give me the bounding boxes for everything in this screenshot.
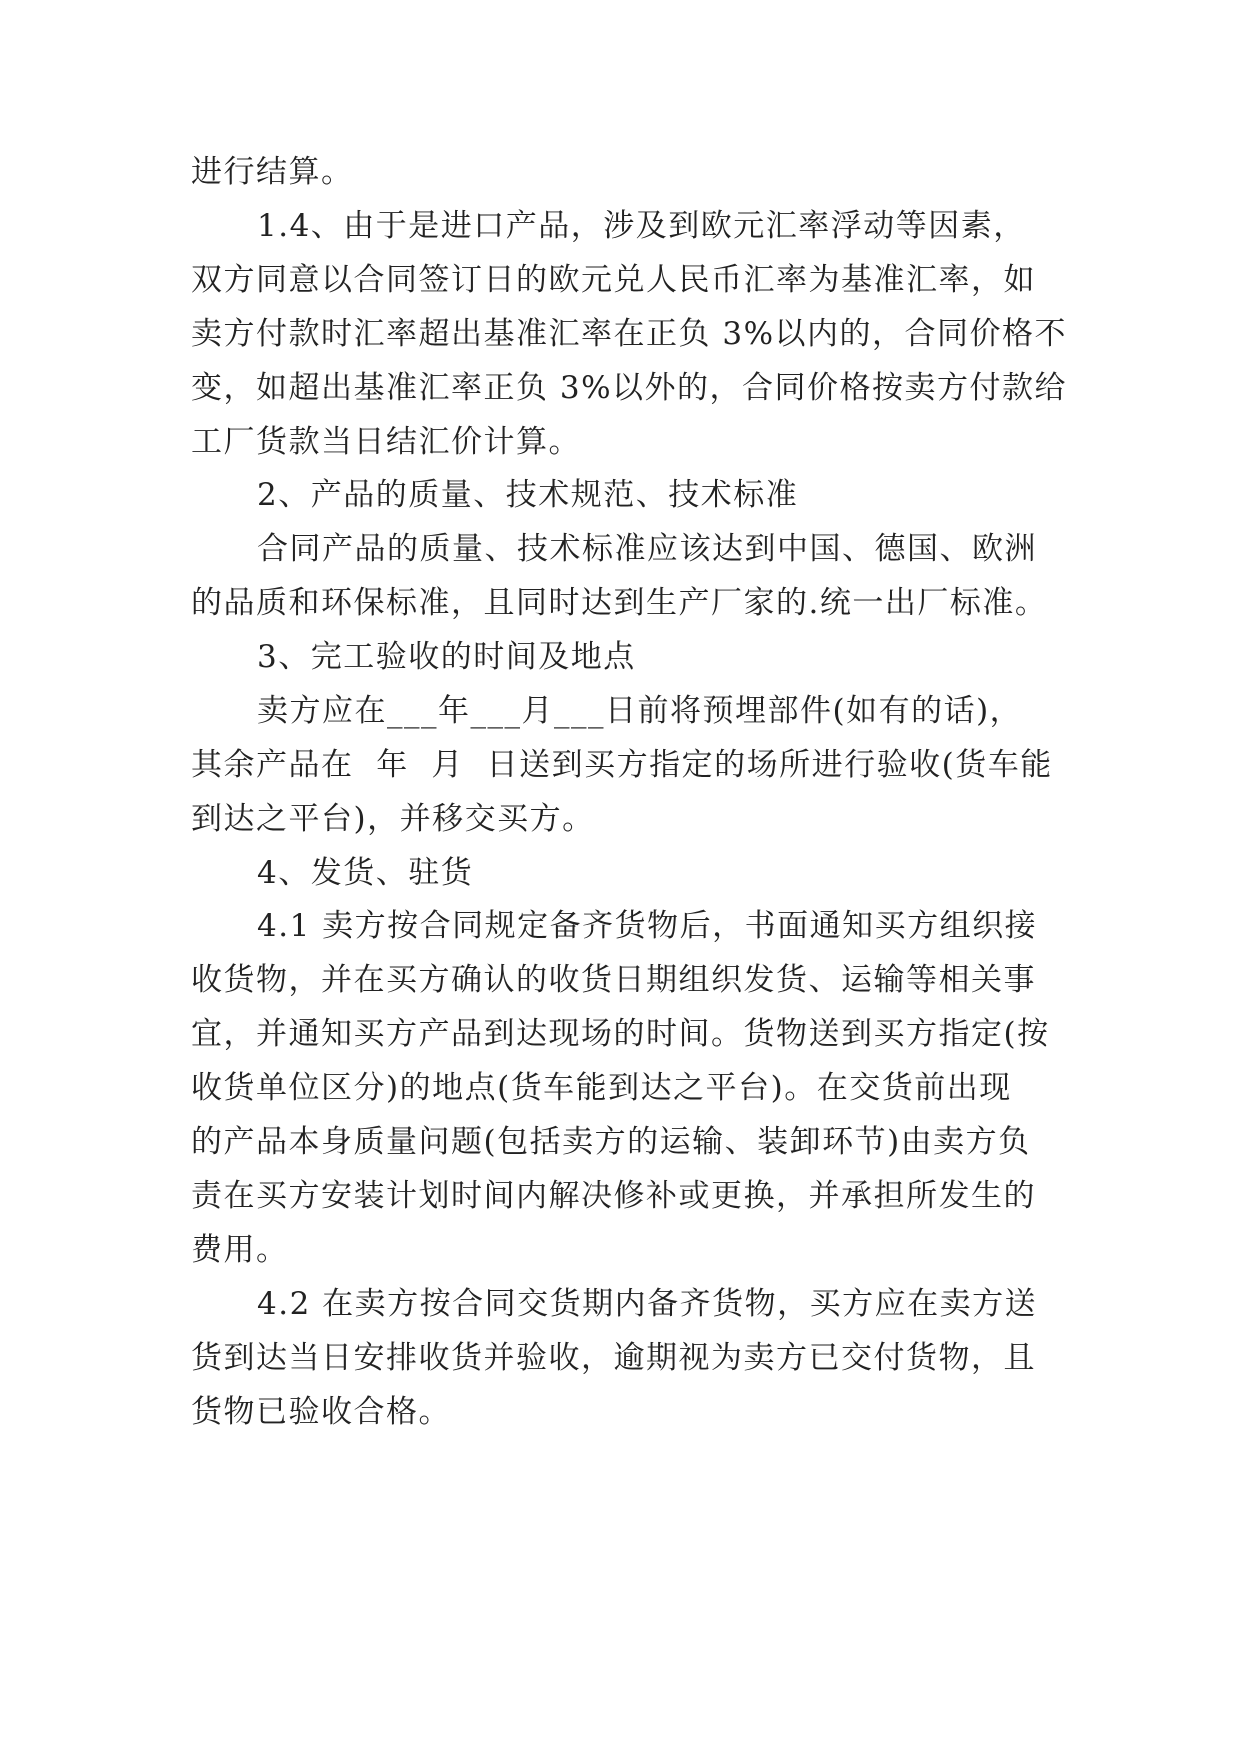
section-heading: 2、产品的质量、技术规范、技术标准 — [257, 477, 799, 513]
text-line: 4.2 在卖方按合同交货期内备齐货物，买方应在卖方送 — [257, 1286, 1038, 1322]
text-line: 卖方应在___年___月___日前将预埋部件(如有的话)， — [257, 693, 1023, 729]
text-line: 双方同意以合同签订日的欧元兑人民币汇率为基准汇率，如 — [191, 262, 1036, 298]
text-line: 的产品本身质量问题(包括卖方的运输、装卸环节)由卖方负 — [191, 1124, 1031, 1160]
text-line: 货物已验收合格。 — [191, 1394, 451, 1430]
text-line: 4.1 卖方按合同规定备齐货物后，书面通知买方组织接 — [257, 908, 1038, 944]
text-line: 其余产品在 年 月 日送到买方指定的场所进行验收(货车能 — [191, 747, 1053, 783]
text-line: 的品质和环保标准，且同时达到生产厂家的.统一出厂标准。 — [191, 585, 1048, 621]
section-heading: 3、完工验收的时间及地点 — [257, 639, 636, 675]
text-line: 合同产品的质量、技术标准应该达到中国、德国、欧洲 — [257, 531, 1037, 567]
text-line: 卖方付款时汇率超出基准汇率在正负 3%以内的，合同价格不 — [191, 316, 1068, 352]
text-line: 收货物，并在买方确认的收货日期组织发货、运输等相关事 — [191, 962, 1036, 998]
text-line: 费用。 — [191, 1232, 289, 1268]
text-line: 宜，并通知买方产品到达现场的时间。货物送到买方指定(按 — [191, 1016, 1050, 1052]
text-line: 货到达当日安排收货并验收，逾期视为卖方已交付货物，且 — [191, 1340, 1036, 1376]
text-line: 到达之平台)，并移交买方。 — [191, 801, 595, 837]
text-line: 变，如超出基准汇率正负 3%以外的，合同价格按卖方付款给 — [191, 370, 1068, 406]
text-line: 1.4、由于是进口产品，涉及到欧元汇率浮动等因素， — [257, 208, 1026, 244]
text-line: 进行结算。 — [191, 154, 354, 190]
text-line: 责在买方安装计划时间内解决修补或更换，并承担所发生的 — [191, 1178, 1036, 1214]
section-heading: 4、发货、驻货 — [257, 855, 474, 891]
text-line: 工厂货款当日结汇价计算。 — [191, 424, 581, 460]
text-line: 收货单位区分)的地点(货车能到达之平台)。在交货前出现 — [191, 1070, 1012, 1106]
